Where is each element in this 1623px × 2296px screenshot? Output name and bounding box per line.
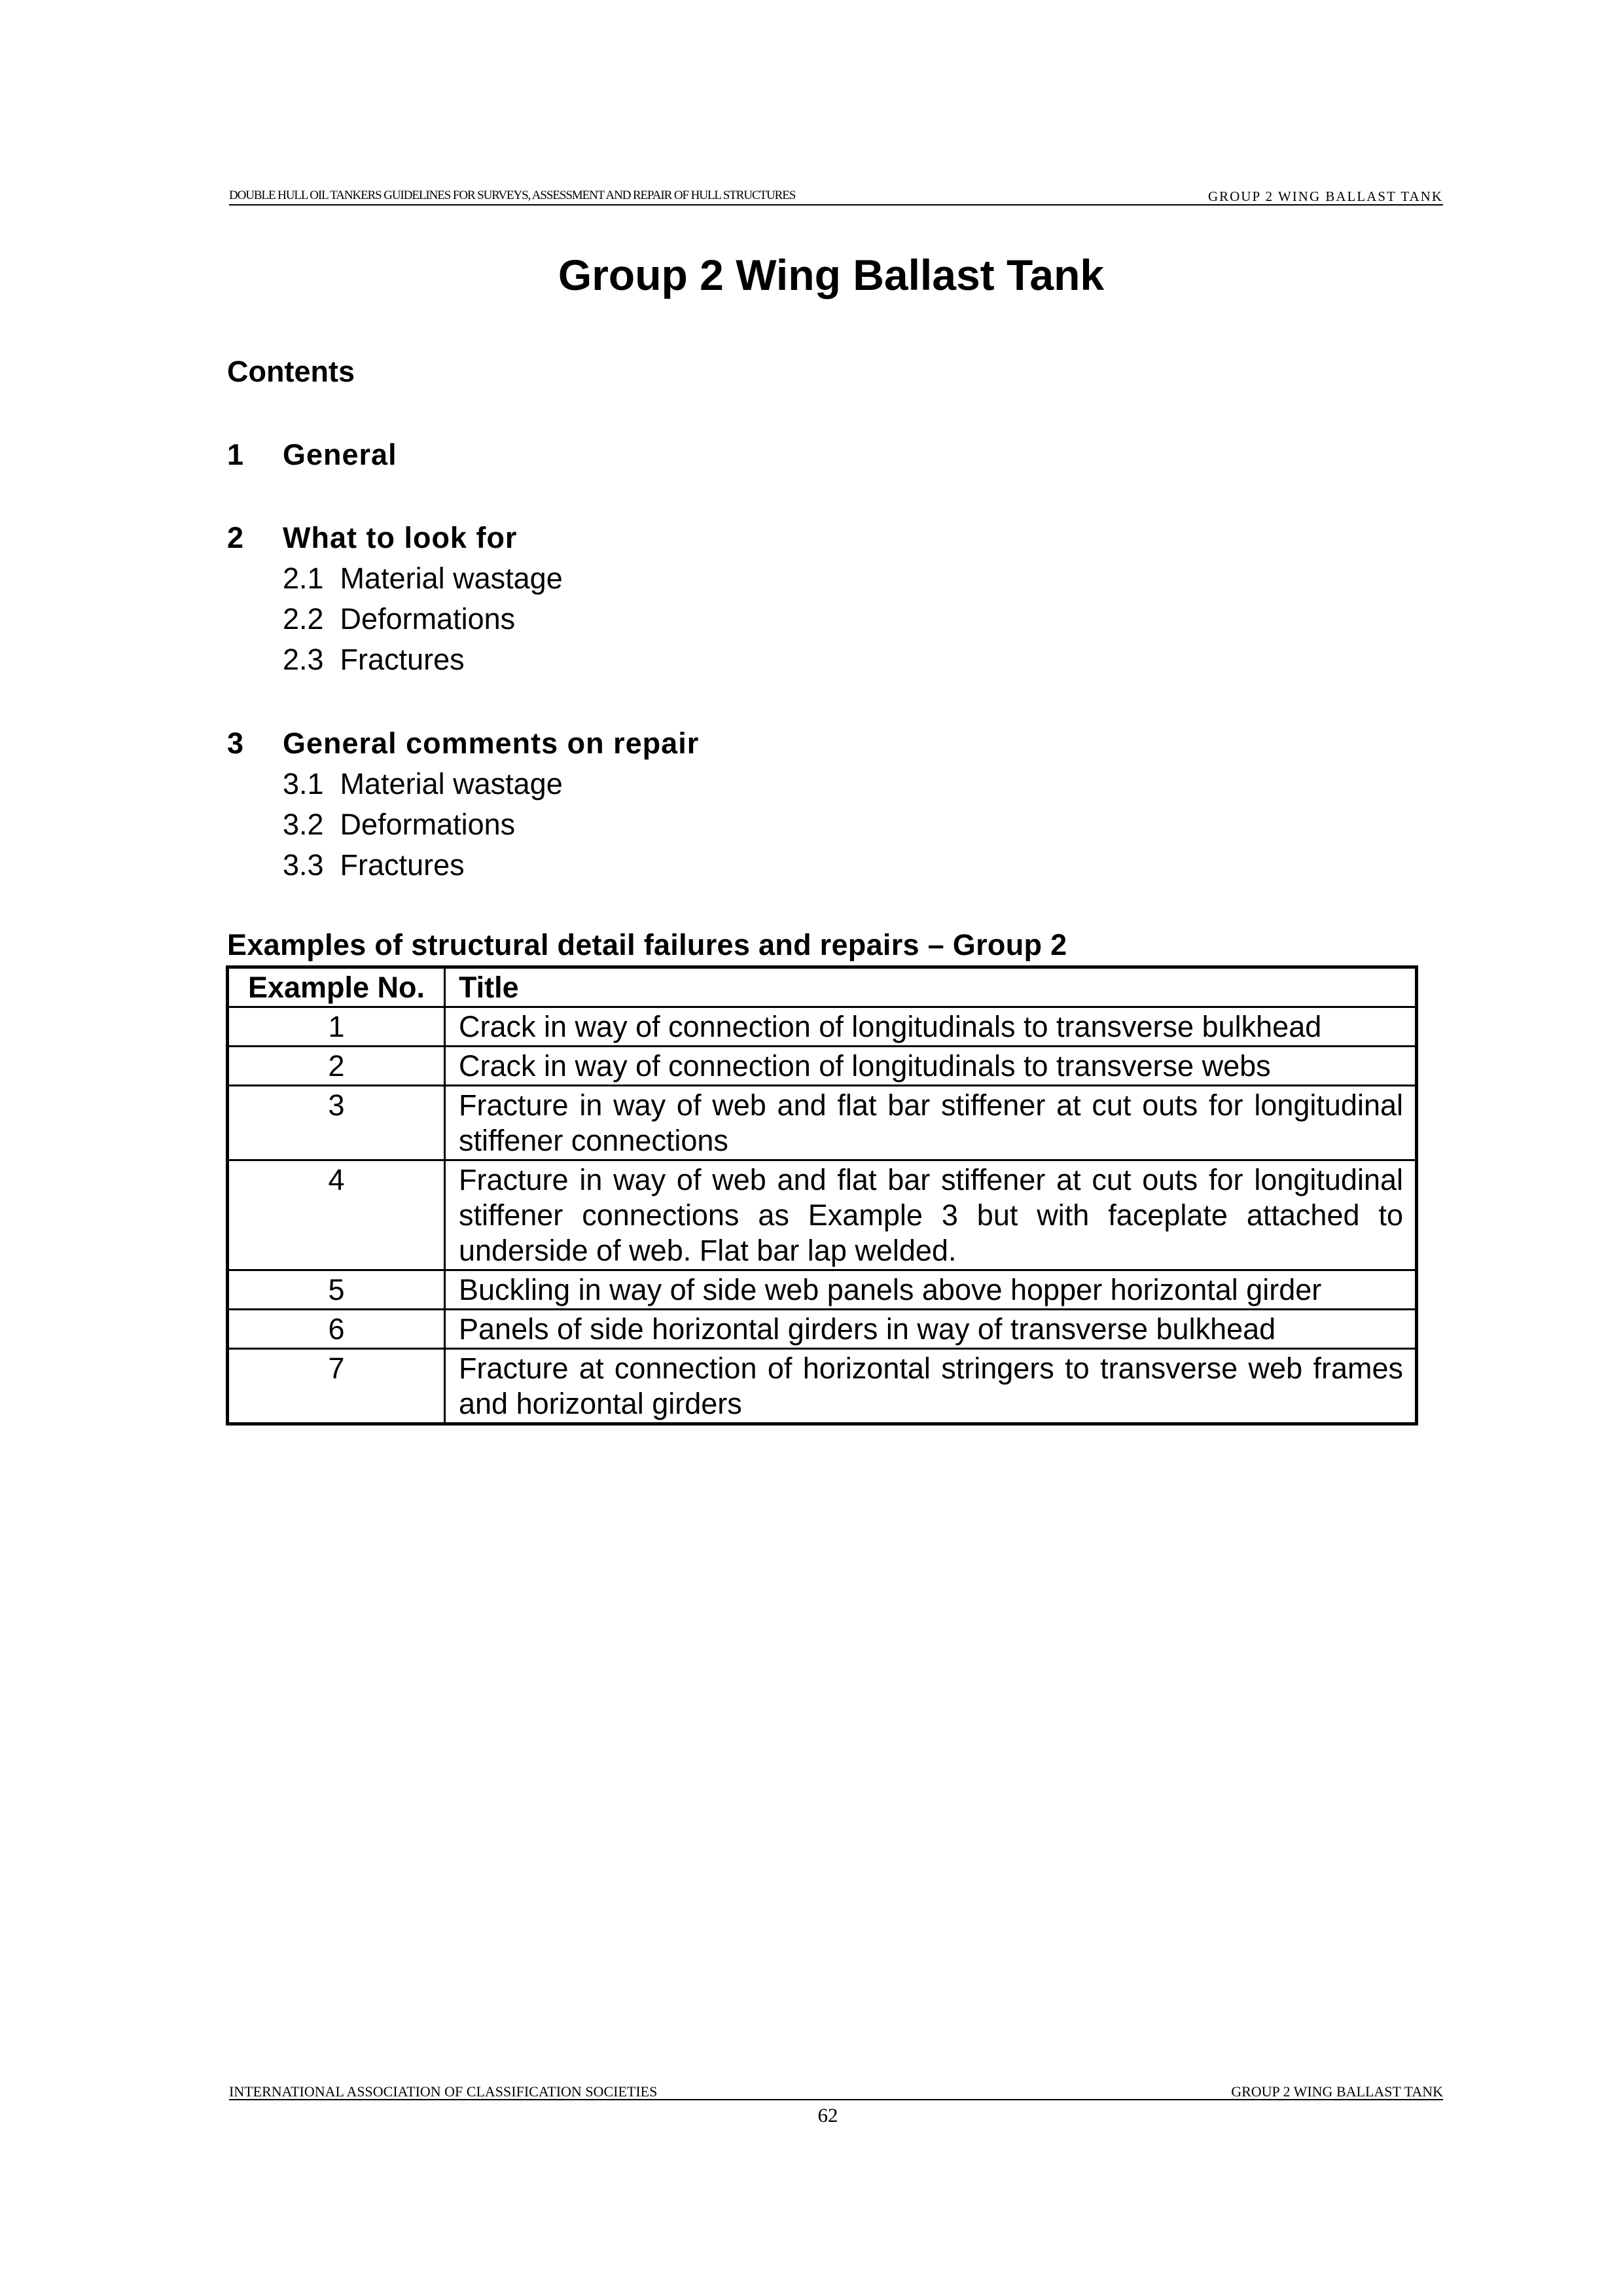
examples-heading: Examples of structural detail failures and repairs – Group 2 (227, 928, 1067, 961)
section-number: 2 (227, 521, 244, 554)
subsection-item: 3.1 Material wastage (283, 767, 563, 800)
subsection-item: 3.2 Deformations (283, 808, 516, 841)
page-number: 62 (817, 2104, 838, 2126)
example-title: Buckling in way of side web panels above hopper horizontal girder (445, 1270, 1417, 1310)
example-number: 3 (228, 1086, 445, 1160)
table-row (228, 1310, 1417, 1349)
table-row (228, 1349, 1417, 1424)
running-header-left: DOUBLE HULL OIL TANKERS GUIDELINES FOR SURVEYS, ASSESSMENT AND REPAIR OF HULL STRUCTURES (229, 188, 796, 202)
example-number: 2 (228, 1047, 445, 1086)
subsection-item: 2.1 Material wastage (283, 562, 563, 595)
example-number: 6 (228, 1310, 445, 1349)
table-row (228, 1086, 1417, 1160)
contents-heading: Contents (227, 355, 355, 388)
table-header-row (228, 967, 1417, 1007)
example-number: 1 (228, 1007, 445, 1047)
example-number: 4 (228, 1160, 445, 1270)
example-number: 5 (228, 1270, 445, 1310)
header-rule (229, 204, 1443, 206)
table-row (228, 1270, 1417, 1310)
section-number: 3 (227, 726, 244, 760)
subsection-item: 2.2 Deformations (283, 602, 516, 636)
example-number: 7 (228, 1349, 445, 1424)
section-number: 1 (227, 438, 244, 471)
table-row (228, 1160, 1417, 1270)
example-title: Panels of side horizontal girders in way of transverse bulkhead (445, 1310, 1417, 1349)
example-title: Fracture at connection of horizontal stringers to transverse web frames and horizontal girders (445, 1349, 1417, 1424)
example-title: Fracture in way of web and flat bar stiffener at cut outs for longitudinal stiffener connections as Example 3 but with faceplate attached to underside of web. Flat bar lap welded. (445, 1160, 1417, 1270)
subsection-item: 2.3 Fractures (283, 643, 465, 676)
column-header-example-no: Example No. (228, 967, 445, 1007)
example-title: Crack in way of connection of longitudinals to transverse bulkhead (445, 1007, 1417, 1047)
example-title: Fracture in way of web and flat bar stiffener at cut outs for longitudinal stiffener connections (445, 1086, 1417, 1160)
section-title: What to look for (283, 521, 518, 554)
table-row (228, 1047, 1417, 1086)
section-title: General comments on repair (283, 726, 700, 760)
table-row (228, 1007, 1417, 1047)
page-title: Group 2 Wing Ballast Tank (558, 251, 1105, 299)
running-header-right: GROUP 2 WING BALLAST TANK (1207, 188, 1443, 204)
footer-right: GROUP 2 WING BALLAST TANK (1231, 2083, 1443, 2100)
column-header-title: Title (445, 967, 1417, 1007)
examples-table (226, 965, 1418, 1426)
example-title: Crack in way of connection of longitudinals to transverse webs (445, 1047, 1417, 1086)
section-title: General (283, 438, 397, 471)
subsection-item: 3.3 Fractures (283, 848, 465, 882)
footer-left: INTERNATIONAL ASSOCIATION OF CLASSIFICATION SOCIETIES (229, 2083, 658, 2100)
footer-rule (229, 2099, 1443, 2100)
